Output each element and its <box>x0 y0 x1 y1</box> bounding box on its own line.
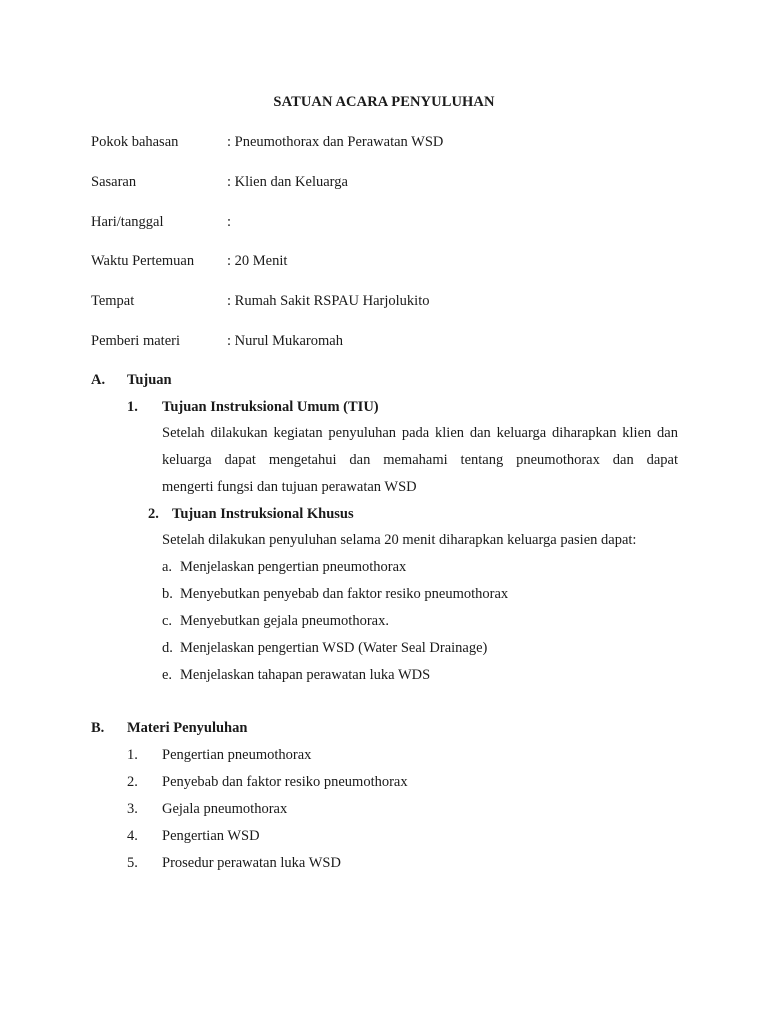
meta-label: Waktu Pertemuan <box>91 253 195 269</box>
meta-label: Pemberi materi <box>91 333 180 349</box>
meta-label: Sasaran <box>91 174 137 190</box>
tik-item-marker: e. <box>162 667 173 683</box>
tiu-line: keluarga dapat mengetahui dan memahami tentang pneumothorax dan dapat <box>162 452 678 468</box>
materi-item-marker: 3. <box>127 801 138 817</box>
tiu-line: Setelah dilakukan kegiatan penyuluhan pada klien dan keluarga diharapkan klien dan <box>162 425 678 441</box>
tiu-heading: Tujuan Instruksional Umum (TIU) <box>162 399 379 415</box>
tik-item-marker: d. <box>162 640 173 656</box>
tiu-marker: 1. <box>127 399 138 415</box>
tik-item-text: Menjelaskan pengertian WSD (Water Seal Drainage) <box>180 640 488 656</box>
section-a-marker: A. <box>91 372 106 388</box>
tik-item-text: Menyebutkan gejala pneumothorax. <box>180 613 389 629</box>
materi-item-marker: 5. <box>127 855 138 871</box>
materi-item-text: Pengertian WSD <box>162 828 260 844</box>
tik-item-text: Menyebutkan penyebab dan faktor resiko pneumothorax <box>180 586 509 602</box>
tik-item-marker: c. <box>162 613 173 629</box>
materi-item-text: Prosedur perawatan luka WSD <box>162 855 341 871</box>
meta-value: : <box>227 214 232 230</box>
tiu-line: mengerti fungsi dan tujuan perawatan WSD <box>162 479 417 495</box>
meta-value: : Nurul Mukaromah <box>227 333 343 349</box>
meta-value: : 20 Menit <box>227 253 288 269</box>
meta-value: : Rumah Sakit RSPAU Harjolukito <box>227 293 430 309</box>
materi-item-text: Penyebab dan faktor resiko pneumothorax <box>162 774 408 790</box>
meta-label: Tempat <box>91 293 135 309</box>
tiu-paragraph <box>162 420 678 501</box>
materi-item-marker: 2. <box>127 774 138 790</box>
meta-value: : Pneumothorax dan Perawatan WSD <box>227 134 444 150</box>
tik-marker: 2. <box>148 506 159 522</box>
tik-intro: Setelah dilakukan penyuluhan selama 20 menit diharapkan keluarga pasien dapat: <box>162 532 637 548</box>
meta-label: Pokok bahasan <box>91 134 179 150</box>
tik-item-marker: b. <box>162 586 173 602</box>
tik-item-text: Menjelaskan pengertian pneumothorax <box>180 559 407 575</box>
section-a-heading: Tujuan <box>127 372 172 388</box>
document-title: SATUAN ACARA PENYULUHAN <box>273 94 495 110</box>
section-b-heading: Materi Penyuluhan <box>127 720 248 736</box>
tik-heading: Tujuan Instruksional Khusus <box>172 506 354 522</box>
materi-item-text: Pengertian pneumothorax <box>162 747 312 763</box>
meta-value: : Klien dan Keluarga <box>227 174 348 190</box>
materi-item-marker: 4. <box>127 828 138 844</box>
materi-item-marker: 1. <box>127 747 138 763</box>
tik-item-text: Menjelaskan tahapan perawatan luka WDS <box>180 667 431 683</box>
materi-item-text: Gejala pneumothorax <box>162 801 288 817</box>
tik-item-marker: a. <box>162 559 173 575</box>
meta-label: Hari/tanggal <box>91 214 164 230</box>
section-b-marker: B. <box>91 720 105 736</box>
